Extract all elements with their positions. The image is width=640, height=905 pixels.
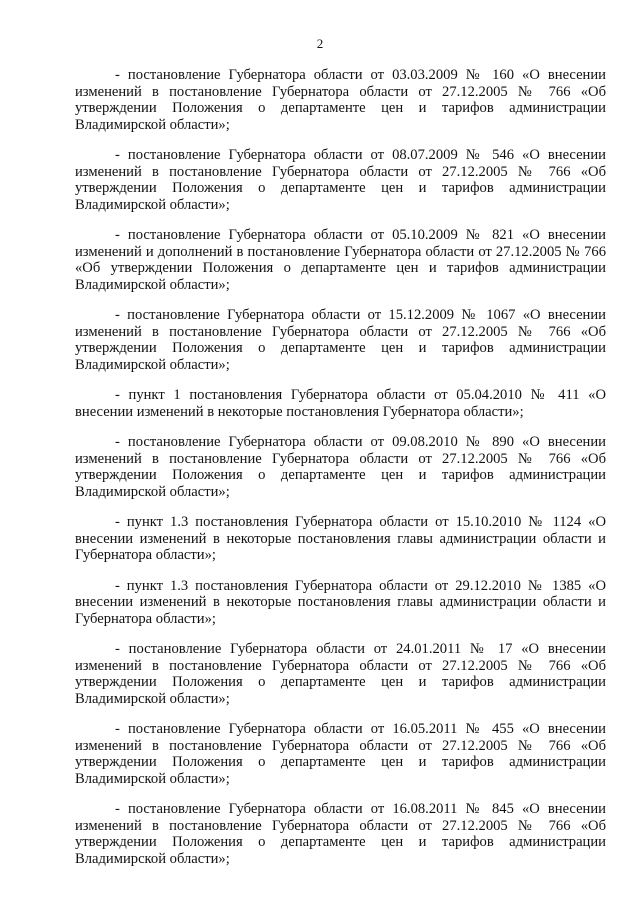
paragraph-3: - постановление Губернатора области от 05.10.2009 № 821 «О внесении изменений и дополнений в постановление Губернатора области от 27.12.2005 № 766 «Об утверждении Положения о департаменте цен и тарифов администрации Владимирской области»; <box>75 227 606 293</box>
paragraph-10: - постановление Губернатора области от 16.05.2011 № 455 «О внесении изменений в постановление Губернатора области от 27.12.2005 № 766 «Об утверждении Положения о департаменте цен и тарифов администрации Владимирской области»; <box>75 721 606 787</box>
paragraph-5: - пункт 1 постановления Губернатора области от 05.04.2010 № 411 «О внесении изменений в некоторые постановления Губернатора области»; <box>75 387 606 420</box>
paragraph-1: - постановление Губернатора области от 03.03.2009 № 160 «О внесении изменений в постановление Губернатора области от 27.12.2005 № 766 «Об утверждении Положения о департаменте цен и тарифов администрации Владимирской области»; <box>75 67 606 133</box>
paragraph-11: - постановление Губернатора области от 16.08.2011 № 845 «О внесении изменений в постановление Губернатора области от 27.12.2005 № 766 «Об утверждении Положения о департаменте цен и тарифов администрации Владимирской области»; <box>75 801 606 867</box>
paragraph-7: - пункт 1.3 постановления Губернатора области от 15.10.2010 № 1124 «О внесении изменений в некоторые постановления главы администрации области и Губернатора области»; <box>75 514 606 563</box>
paragraph-4: - постановление Губернатора области от 15.12.2009 № 1067 «О внесении изменений в постановление Губернатора области от 27.12.2005 № 766 «Об утверждении Положения о департаменте цен и тарифов администрации Владимирской области»; <box>75 307 606 373</box>
document-body <box>75 67 606 881</box>
page-number: 2 <box>316 36 324 51</box>
paragraph-2: - постановление Губернатора области от 08.07.2009 № 546 «О внесении изменений в постановление Губернатора области от 27.12.2005 № 766 «Об утверждении Положения о департаменте цен и тарифов администрации Владимирской области»; <box>75 147 606 213</box>
paragraph-9: - постановление Губернатора области от 24.01.2011 № 17 «О внесении изменений в постановление Губернатора области от 27.12.2005 № 766 «Об утверждении Положения о департаменте цен и тарифов администрации Владимирской области»; <box>75 641 606 707</box>
paragraph-8: - пункт 1.3 постановления Губернатора области от 29.12.2010 № 1385 «О внесении изменений в некоторые постановления главы администрации области и Губернатора области»; <box>75 577 606 627</box>
paragraph-6: - постановление Губернатора области от 09.08.2010 № 890 «О внесении изменений в постановление Губернатора области от 27.12.2005 № 766 «Об утверждении Положения о департаменте цен и тарифов администрации Владимирской области»; <box>75 434 606 500</box>
